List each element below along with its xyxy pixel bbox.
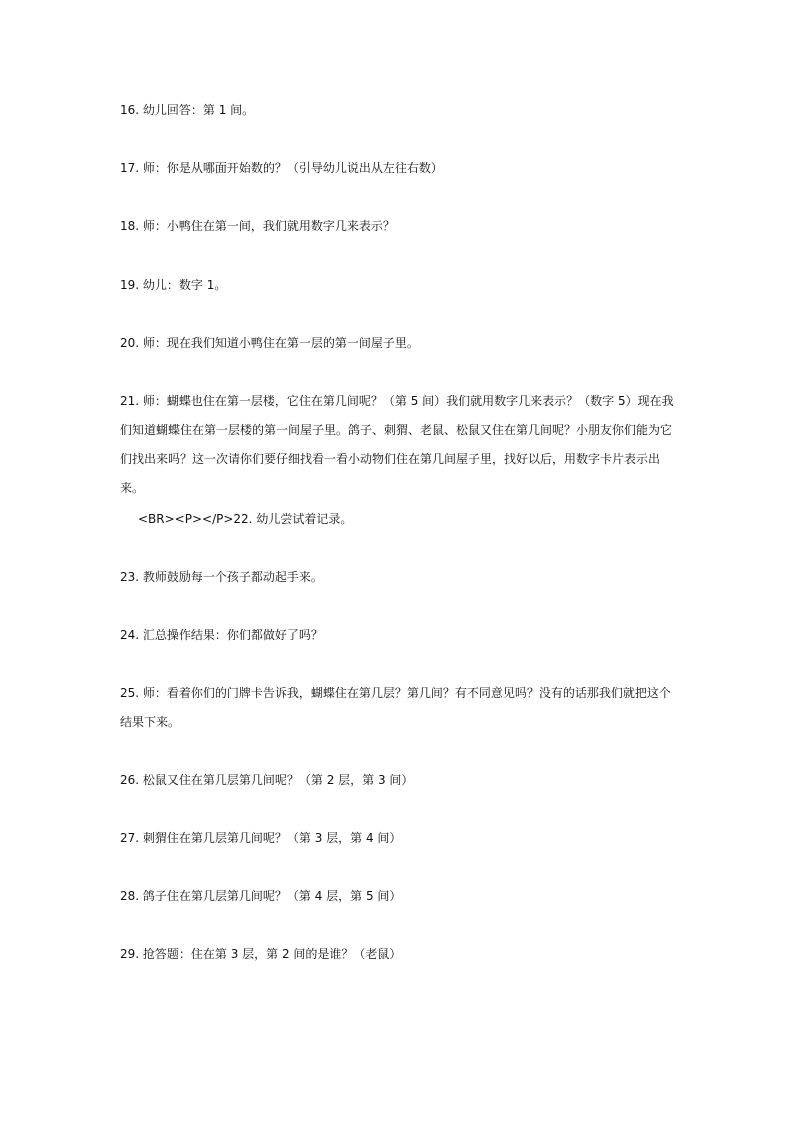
paragraph-16: 16. 幼儿回答：第 1 间。 — [120, 103, 255, 117]
paragraph-21: 21. 师：蝴蝶也住在第一层楼，它住在第几间呢？（第 5 间）我们就用数字几来表示？（数字 5）现在我们知道蝴蝶住在第一层楼的第一间屋子里。鸽子、刺猬、老鼠、松鼠又住在第几间呢？小朋友你们能为它们找出来吗？这一次请你们要仔细找看一看小动物们住在第几间屋子里，找好以后，用数字卡片表示出来。 — [120, 394, 674, 495]
paragraph-19: 19. 幼儿：数字 1。 — [120, 278, 227, 292]
paragraph-20: 20. 师：现在我们知道小鸭住在第一层的第一间屋子里。 — [120, 336, 419, 350]
paragraph-22: <BR><P></P>22. 幼儿尝试着记录。 — [138, 512, 353, 526]
paragraph-25: 25. 师：看着你们的门牌卡告诉我，蝴蝶住在第几层？第几间？有不同意见吗？没有的话那我们就把这个结果下来。 — [120, 686, 671, 729]
paragraph-18: 18. 师：小鸭住在第一间，我们就用数字几来表示？ — [120, 219, 395, 233]
paragraph-23: 23. 教师鼓励每一个孩子都动起手来。 — [120, 570, 323, 584]
paragraph-28: 28. 鸽子住在第几层第几间呢？（第 4 层，第 5 间） — [120, 889, 402, 903]
paragraph-24: 24. 汇总操作结果：你们都做好了吗？ — [120, 628, 323, 642]
paragraph-29: 29. 抢答题：住在第 3 层，第 2 间的是谁？（老鼠） — [120, 947, 402, 961]
paragraph-27: 27. 刺猬住在第几层第几间呢？（第 3 层，第 4 间） — [120, 831, 402, 845]
paragraph-26: 26. 松鼠又住在第几层第几间呢？（第 2 层，第 3 间） — [120, 773, 414, 787]
paragraph-17: 17. 师：你是从哪面开始数的？（引导幼儿说出从左往右数） — [120, 161, 443, 175]
